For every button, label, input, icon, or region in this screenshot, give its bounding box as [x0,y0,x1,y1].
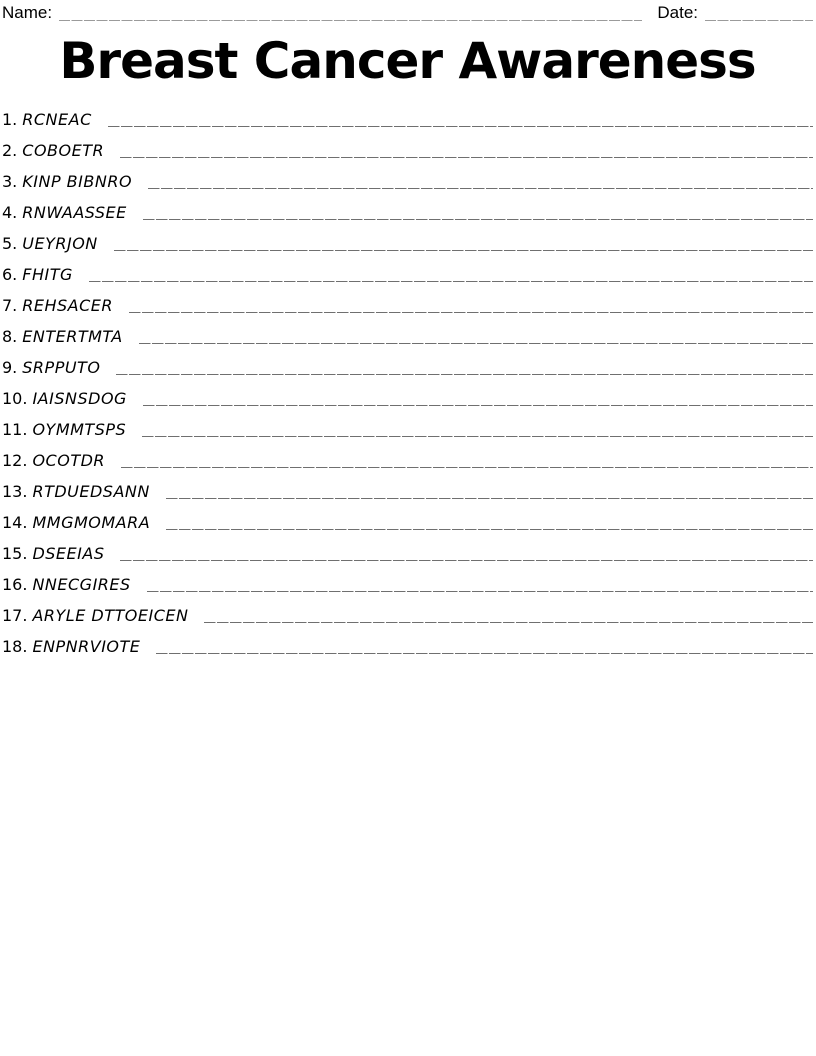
scrambled-word: DSEEIAS [32,544,105,563]
answer-blank-line [148,188,813,189]
scrambled-word: REHSACER [22,296,114,315]
item-number: 17. [2,606,28,625]
scrambled-word: ENTERTMTA [22,327,123,346]
item-number: 11. [2,420,28,439]
answer-blank-line [166,529,813,530]
answer-blank-line [129,312,813,313]
answer-blank-line [108,126,813,127]
scrambled-word: COBOETR [22,141,105,160]
scrambled-word: KINP BIBNRO [22,172,133,191]
item-number: 15. [2,544,28,563]
item-number: 1. [2,110,18,129]
header-row [2,3,813,22]
scrambled-word: RNWAASSEE [22,203,127,222]
name-blank-line [59,20,642,21]
scramble-row [2,290,813,321]
scrambled-word: OYMMTSPS [32,420,127,439]
scramble-row [2,538,813,569]
item-number: 13. [2,482,28,501]
scrambled-word: ARYLE DTTOEICEN [32,606,189,625]
answer-blank-line [142,436,813,437]
scramble-row [2,569,813,600]
answer-blank-line [156,653,813,654]
answer-blank-line [139,343,813,344]
scrambled-word: UEYRJON [22,234,98,253]
scramble-row [2,228,813,259]
scramble-row [2,476,813,507]
item-number: 4. [2,203,18,222]
item-number: 14. [2,513,28,532]
scramble-row [2,197,813,228]
answer-blank-line [147,591,813,592]
scramble-row [2,414,813,445]
scramble-row [2,135,813,166]
answer-blank-line [120,560,813,561]
scramble-row [2,631,813,662]
scramble-row [2,259,813,290]
scrambled-word: IAISNSDOG [32,389,127,408]
scramble-row [2,600,813,631]
scrambled-word: RCNEAC [22,110,92,129]
answer-blank-line [114,250,813,251]
item-number: 18. [2,637,28,656]
scrambled-word: RTDUEDSANN [32,482,150,501]
item-number: 12. [2,451,28,470]
answer-blank-line [166,498,813,499]
item-number: 16. [2,575,28,594]
scrambled-word: MMGMOMARA [32,513,151,532]
answer-blank-line [204,622,813,623]
scrambled-word: NNECGIRES [32,575,131,594]
answer-blank-line [121,467,813,468]
scrambled-word: SRPPUTO [22,358,101,377]
item-number: 9. [2,358,18,377]
item-number: 7. [2,296,18,315]
name-label: Name: [2,3,53,22]
answer-blank-line [143,219,813,220]
item-number: 3. [2,172,18,191]
date-label: Date: [657,3,698,22]
scramble-row [2,104,813,135]
item-number: 10. [2,389,28,408]
scrambled-word: OCOTDR [32,451,106,470]
answer-blank-line [89,281,813,282]
date-blank-line [705,20,813,21]
scramble-row [2,383,813,414]
answer-blank-line [116,374,813,375]
scramble-row [2,507,813,538]
scrambled-word: FHITG [22,265,73,284]
item-number: 5. [2,234,18,253]
scramble-row [2,445,813,476]
scramble-row [2,352,813,383]
answer-blank-line [143,405,813,406]
answer-blank-line [120,157,813,158]
page-title: Breast Cancer Awareness [59,32,756,90]
scramble-list [2,104,813,662]
item-number: 6. [2,265,18,284]
scramble-row [2,166,813,197]
scrambled-word: ENPNRVIOTE [32,637,141,656]
item-number: 2. [2,141,18,160]
item-number: 8. [2,327,18,346]
scramble-row [2,321,813,352]
